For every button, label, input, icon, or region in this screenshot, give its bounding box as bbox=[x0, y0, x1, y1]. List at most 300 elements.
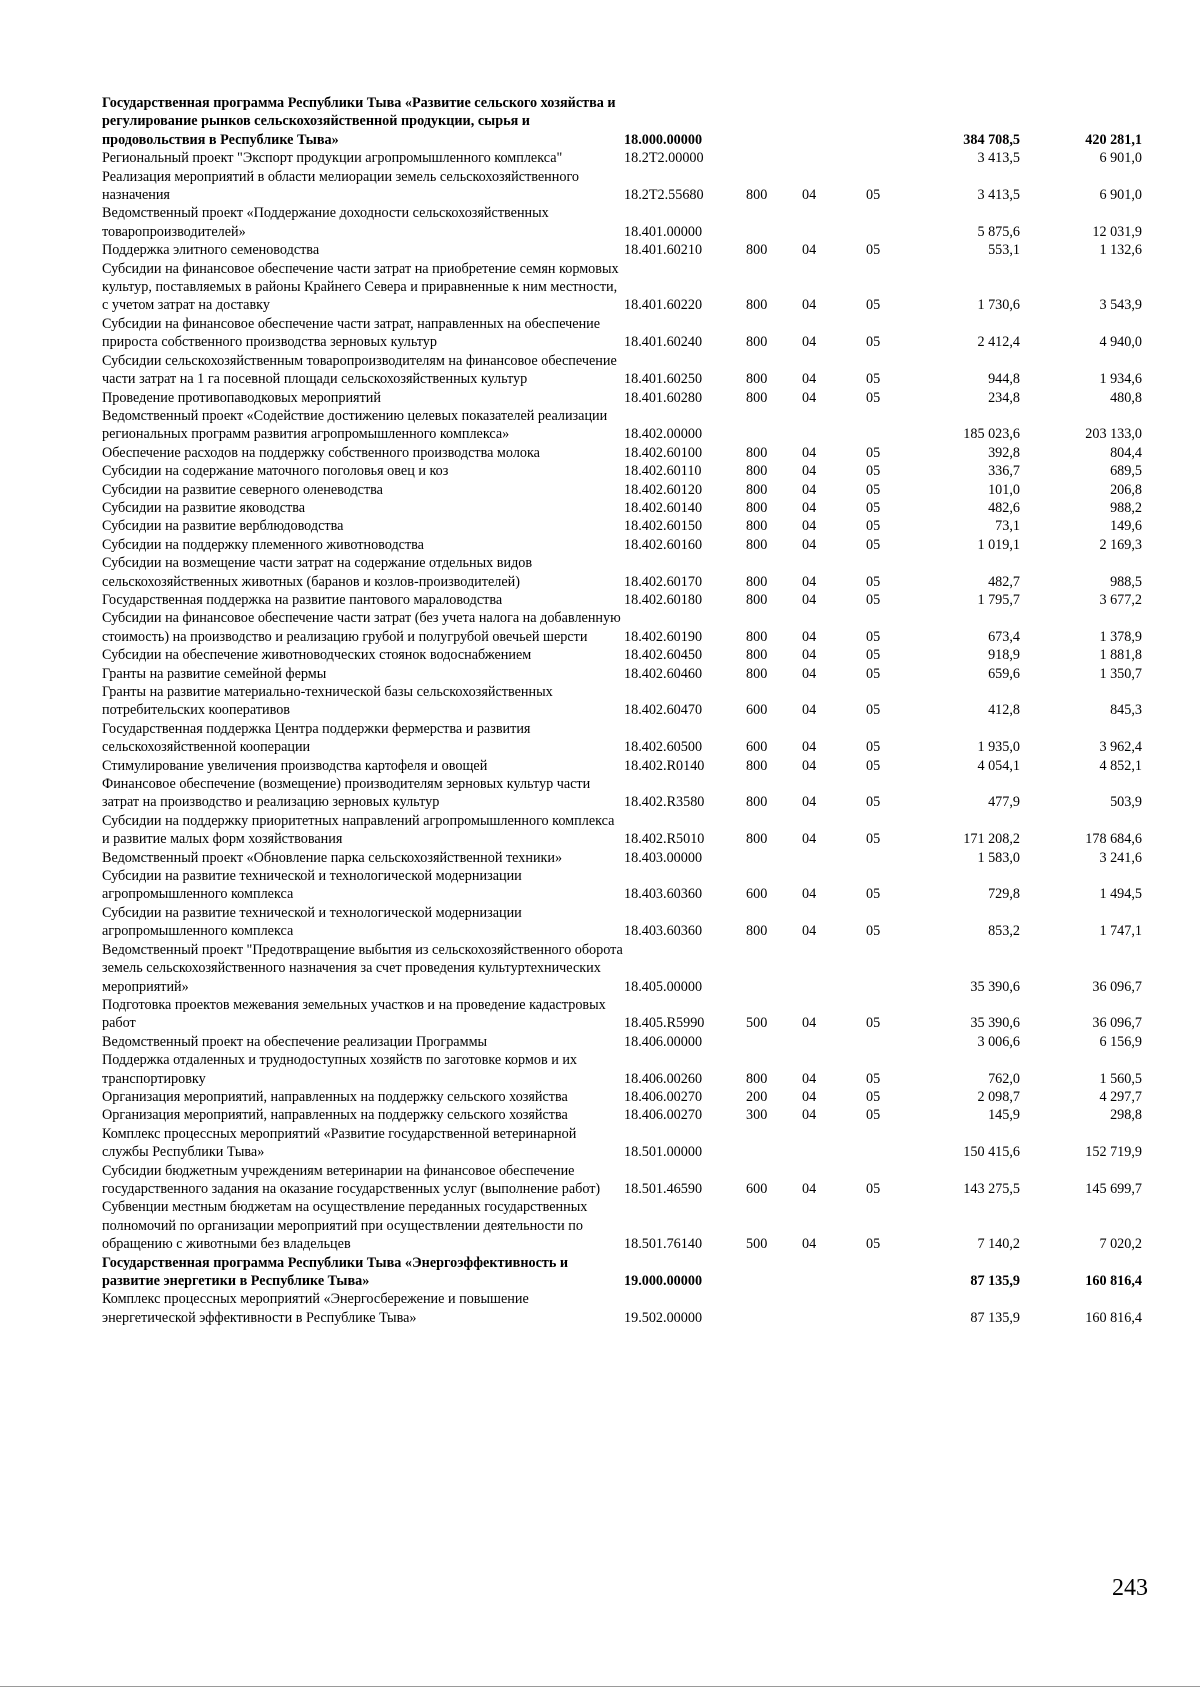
row-name: Ведомственный проект «Поддержание доходности сельскохозяйственных товаропроизводителей» bbox=[102, 205, 549, 240]
row-amount-year-1: 3 413,5 bbox=[977, 150, 1020, 167]
table-row bbox=[102, 683, 1142, 720]
row-target-article: 18.401.00000 bbox=[624, 223, 703, 240]
row-subsection: 05 bbox=[866, 647, 881, 664]
row-subsection bbox=[866, 849, 924, 867]
row-name: Организация мероприятий, направленных на поддержку сельского хозяйства bbox=[102, 1088, 568, 1105]
row-subsection: 05 bbox=[866, 923, 881, 940]
row-expense-type bbox=[746, 94, 802, 149]
row-section: 04 bbox=[802, 1088, 817, 1105]
row-expense-type: 800 bbox=[746, 665, 768, 682]
row-name: Субсидии бюджетным учреждениям ветеринарии на финансовое обеспечение государственного задания на оказание государственных услуг (выполнение работ) bbox=[102, 1162, 601, 1197]
row-target-article: 18.403.60360 bbox=[624, 886, 703, 903]
row-section bbox=[802, 941, 866, 996]
row-target-article: 18.402.R0140 bbox=[624, 757, 705, 774]
row-section bbox=[802, 94, 866, 149]
row-amount-year-2: 12 031,9 bbox=[1092, 223, 1142, 240]
row-name: Стимулирование увеличения производства картофеля и овощей bbox=[102, 757, 488, 774]
row-amount-year-2: 1 378,9 bbox=[1099, 628, 1142, 645]
row-amount-year-2: 149,6 bbox=[1110, 518, 1142, 535]
row-subsection: 05 bbox=[866, 242, 881, 259]
row-name: Субсидии на развитие технической и технологической модернизации агропромышленного комплекса bbox=[102, 904, 522, 940]
row-amount-year-1: 412,8 bbox=[988, 702, 1020, 719]
row-amount-year-1: 1 019,1 bbox=[977, 536, 1020, 553]
row-expense-type: 800 bbox=[746, 334, 768, 351]
row-amount-year-2: 1 747,1 bbox=[1099, 923, 1142, 940]
row-subsection: 05 bbox=[866, 481, 881, 498]
table-row bbox=[102, 1051, 1142, 1088]
row-amount-year-2: 36 096,7 bbox=[1092, 978, 1142, 995]
row-expense-type bbox=[746, 149, 802, 167]
row-expense-type: 800 bbox=[746, 831, 768, 848]
row-section bbox=[802, 1254, 866, 1291]
row-amount-year-2: 3 677,2 bbox=[1099, 591, 1142, 608]
row-name: Поддержка отдаленных и труднодоступных хозяйств по заготовке кормов и их транспортировку bbox=[102, 1052, 578, 1087]
row-name: Субсидии на финансовое обеспечение части затрат на приобретение семян кормовых культур, поставляемых в районы Крайнего Севера и приравненные к ним местности, с учетом затрат на доставку bbox=[102, 260, 619, 314]
row-subsection: 05 bbox=[866, 371, 881, 388]
row-name: Гранты на развитие материально-технической базы сельскохозяйственных потребительских кооперативов bbox=[102, 684, 553, 719]
row-section: 04 bbox=[802, 886, 817, 903]
row-amount-year-2: 6 901,0 bbox=[1099, 150, 1142, 167]
row-expense-type: 200 bbox=[746, 1088, 768, 1105]
row-target-article: 18.402.60170 bbox=[624, 573, 703, 590]
row-amount-year-2: 503,9 bbox=[1110, 794, 1142, 811]
row-section: 04 bbox=[802, 757, 817, 774]
budget-table bbox=[102, 94, 1142, 1327]
row-name: Обеспечение расходов на поддержку собственного производства молока bbox=[102, 444, 540, 461]
table-row bbox=[102, 609, 1142, 646]
row-expense-type: 800 bbox=[746, 481, 768, 498]
table-row bbox=[102, 996, 1142, 1033]
row-target-article: 18.2Т2.55680 bbox=[624, 187, 704, 204]
row-section bbox=[802, 407, 866, 444]
row-target-article: 18.406.00000 bbox=[624, 1033, 703, 1050]
row-section: 04 bbox=[802, 591, 817, 608]
row-name: Субсидии на развитие северного оленеводства bbox=[102, 481, 383, 498]
row-subsection: 05 bbox=[866, 591, 881, 608]
page-number: 243 bbox=[1112, 1575, 1148, 1601]
row-target-article: 18.402.60180 bbox=[624, 591, 703, 608]
row-section: 04 bbox=[802, 739, 817, 756]
row-amount-year-1: 3 413,5 bbox=[977, 187, 1020, 204]
row-amount-year-2: 298,8 bbox=[1110, 1107, 1142, 1124]
row-name: Ведомственный проект «Обновление парка сельскохозяйственной техники» bbox=[102, 849, 563, 866]
row-amount-year-2: 3 543,9 bbox=[1099, 297, 1142, 314]
row-subsection: 05 bbox=[866, 628, 881, 645]
row-subsection: 05 bbox=[866, 702, 881, 719]
table-row bbox=[102, 941, 1142, 996]
row-expense-type: 800 bbox=[746, 371, 768, 388]
row-amount-year-1: 477,9 bbox=[988, 794, 1020, 811]
row-target-article: 18.000.00000 bbox=[624, 131, 703, 148]
row-name: Ведомственный проект на обеспечение реализации Программы bbox=[102, 1033, 488, 1050]
row-subsection: 05 bbox=[866, 831, 881, 848]
row-amount-year-1: 384 708,5 bbox=[963, 131, 1020, 148]
row-amount-year-2: 4 940,0 bbox=[1099, 334, 1142, 351]
row-amount-year-2: 3 962,4 bbox=[1099, 739, 1142, 756]
row-amount-year-2: 845,3 bbox=[1110, 702, 1142, 719]
row-expense-type: 500 bbox=[746, 1015, 768, 1032]
table-row bbox=[102, 1088, 1142, 1106]
row-subsection bbox=[866, 94, 924, 149]
row-target-article: 18.401.60280 bbox=[624, 389, 703, 406]
row-subsection: 05 bbox=[866, 1180, 881, 1197]
row-amount-year-2: 420 281,1 bbox=[1085, 131, 1142, 148]
row-target-article: 18.402.60140 bbox=[624, 499, 703, 516]
table-row bbox=[102, 867, 1142, 904]
row-subsection: 05 bbox=[866, 518, 881, 535]
row-target-article: 18.501.76140 bbox=[624, 1236, 703, 1253]
table-row bbox=[102, 94, 1142, 149]
table-row bbox=[102, 1125, 1142, 1162]
table-row bbox=[102, 260, 1142, 315]
row-target-article: 18.405.R5990 bbox=[624, 1015, 705, 1032]
table-row bbox=[102, 1254, 1142, 1291]
row-subsection: 05 bbox=[866, 886, 881, 903]
row-expense-type bbox=[746, 941, 802, 996]
row-amount-year-1: 145,9 bbox=[988, 1107, 1020, 1124]
row-expense-type: 600 bbox=[746, 886, 768, 903]
row-section: 04 bbox=[802, 518, 817, 535]
row-section bbox=[802, 1290, 866, 1327]
row-expense-type: 500 bbox=[746, 1236, 768, 1253]
row-name: Субсидии на поддержку племенного животноводства bbox=[102, 536, 424, 553]
row-amount-year-2: 1 934,6 bbox=[1099, 371, 1142, 388]
row-amount-year-1: 2 098,7 bbox=[977, 1088, 1020, 1105]
row-name: Субсидии на возмещение части затрат на содержание отдельных видов сельскохозяйственных животных (баранов и козлов-производителей) bbox=[102, 555, 533, 590]
row-amount-year-2: 203 133,0 bbox=[1085, 426, 1142, 443]
row-amount-year-2: 145 699,7 bbox=[1085, 1180, 1142, 1197]
row-subsection: 05 bbox=[866, 794, 881, 811]
row-amount-year-2: 689,5 bbox=[1110, 463, 1142, 480]
row-expense-type: 300 bbox=[746, 1107, 768, 1124]
row-expense-type: 800 bbox=[746, 757, 768, 774]
row-section: 04 bbox=[802, 665, 817, 682]
row-expense-type: 800 bbox=[746, 187, 768, 204]
row-target-article: 18.402.60160 bbox=[624, 536, 703, 553]
table-row bbox=[102, 904, 1142, 941]
row-subsection: 05 bbox=[866, 1088, 881, 1105]
row-amount-year-1: 87 135,9 bbox=[970, 1273, 1020, 1289]
row-name: Субсидии на обеспечение животноводческих стоянок водоснабжением bbox=[102, 647, 532, 664]
table-row bbox=[102, 554, 1142, 591]
row-name: Субсидии на развитие яководства bbox=[102, 499, 306, 516]
row-amount-year-1: 1 583,0 bbox=[977, 849, 1020, 866]
row-section: 04 bbox=[802, 444, 817, 461]
row-target-article: 18.402.60120 bbox=[624, 481, 703, 498]
row-amount-year-2: 1 132,6 bbox=[1099, 242, 1142, 259]
row-section: 04 bbox=[802, 573, 817, 590]
row-amount-year-1: 944,8 bbox=[988, 371, 1020, 388]
row-target-article: 18.406.00270 bbox=[624, 1107, 703, 1124]
row-section bbox=[802, 204, 866, 241]
row-amount-year-2: 1 560,5 bbox=[1099, 1070, 1142, 1087]
row-name: Государственная программа Республики Тыва «Развитие сельского хозяйства и регулирование рынков сельскохозяйственной продукции, сырья и продовольствия в Республике Тыва» bbox=[102, 95, 616, 148]
row-expense-type: 800 bbox=[746, 536, 768, 553]
row-section: 04 bbox=[802, 242, 817, 259]
row-amount-year-2: 804,4 bbox=[1110, 444, 1142, 461]
row-name: Субсидии на поддержку приоритетных направлений агропромышленного комплекса и развитие малых форм хозяйствования bbox=[102, 812, 615, 848]
table-row bbox=[102, 315, 1142, 352]
row-amount-year-1: 7 140,2 bbox=[977, 1236, 1020, 1253]
row-section: 04 bbox=[802, 1236, 817, 1253]
row-section: 04 bbox=[802, 1180, 817, 1197]
row-amount-year-1: 673,4 bbox=[988, 628, 1020, 645]
row-subsection: 05 bbox=[866, 665, 881, 682]
row-subsection bbox=[866, 1125, 924, 1162]
row-name: Организация мероприятий, направленных на поддержку сельского хозяйства bbox=[102, 1107, 568, 1124]
row-amount-year-2: 6 901,0 bbox=[1099, 187, 1142, 204]
table-row bbox=[102, 149, 1142, 167]
row-subsection bbox=[866, 1033, 924, 1051]
row-target-article: 19.000.00000 bbox=[624, 1273, 703, 1289]
row-name: Ведомственный проект "Предотвращение выбытия из сельскохозяйственного оборота земель сельскохозяйственного назначения за счет проведения культуртехнических мероприятий» bbox=[102, 941, 623, 995]
row-subsection: 05 bbox=[866, 757, 881, 774]
row-subsection bbox=[866, 1254, 924, 1291]
row-name: Подготовка проектов межевания земельных участков и на проведение кадастровых работ bbox=[102, 996, 606, 1032]
row-expense-type: 800 bbox=[746, 573, 768, 590]
row-amount-year-1: 553,1 bbox=[988, 242, 1020, 259]
row-expense-type bbox=[746, 407, 802, 444]
row-amount-year-2: 2 169,3 bbox=[1099, 536, 1142, 553]
row-amount-year-2: 160 816,4 bbox=[1085, 1273, 1142, 1289]
row-amount-year-2: 160 816,4 bbox=[1085, 1309, 1142, 1326]
table-row bbox=[102, 1033, 1142, 1051]
row-amount-year-1: 853,2 bbox=[988, 923, 1020, 940]
row-expense-type: 800 bbox=[746, 444, 768, 461]
row-target-article: 18.501.00000 bbox=[624, 1144, 703, 1161]
table-row bbox=[102, 812, 1142, 849]
row-amount-year-1: 1 730,6 bbox=[977, 297, 1020, 314]
row-section: 04 bbox=[802, 702, 817, 719]
row-expense-type: 800 bbox=[746, 628, 768, 645]
row-expense-type: 600 bbox=[746, 702, 768, 719]
row-target-article: 18.402.60100 bbox=[624, 444, 703, 461]
row-amount-year-1: 234,8 bbox=[988, 389, 1020, 406]
row-name: Субсидии на финансовое обеспечение части затрат, направленных на обеспечение прироста собственного производства зерновых культур bbox=[102, 315, 601, 351]
table-row bbox=[102, 481, 1142, 499]
row-amount-year-1: 918,9 bbox=[988, 647, 1020, 664]
row-section bbox=[802, 149, 866, 167]
row-target-article: 18.406.00260 bbox=[624, 1070, 703, 1087]
row-subsection: 05 bbox=[866, 297, 881, 314]
row-target-article: 18.402.60150 bbox=[624, 518, 703, 535]
table-row bbox=[102, 241, 1142, 259]
row-subsection: 05 bbox=[866, 463, 881, 480]
row-target-article: 18.402.R5010 bbox=[624, 831, 705, 848]
row-expense-type bbox=[746, 204, 802, 241]
row-subsection: 05 bbox=[866, 1236, 881, 1253]
row-amount-year-1: 392,8 bbox=[988, 444, 1020, 461]
row-target-article: 18.402.60450 bbox=[624, 647, 703, 664]
row-section: 04 bbox=[802, 187, 817, 204]
row-section: 04 bbox=[802, 389, 817, 406]
table-row bbox=[102, 499, 1142, 517]
table-row bbox=[102, 462, 1142, 480]
row-section: 04 bbox=[802, 334, 817, 351]
row-name: Государственная поддержка Центра поддержки фермерства и развития сельскохозяйственной кооперации bbox=[102, 720, 531, 756]
row-amount-year-1: 87 135,9 bbox=[970, 1309, 1020, 1326]
row-subsection: 05 bbox=[866, 536, 881, 553]
row-section bbox=[802, 1125, 866, 1162]
row-amount-year-1: 150 415,6 bbox=[963, 1144, 1020, 1161]
row-name: Субсидии сельскохозяйственным товаропроизводителям на финансовое обеспечение части затрат на 1 га посевной площади сельскохозяйственных культур bbox=[102, 352, 617, 388]
row-target-article: 18.403.60360 bbox=[624, 923, 703, 940]
row-name: Поддержка элитного семеноводства bbox=[102, 242, 320, 259]
row-target-article: 18.402.60110 bbox=[624, 463, 702, 480]
row-amount-year-2: 152 719,9 bbox=[1085, 1144, 1142, 1161]
row-name: Проведение противопаводковых мероприятий bbox=[102, 389, 381, 406]
row-target-article: 18.402.R3580 bbox=[624, 794, 705, 811]
row-section bbox=[802, 849, 866, 867]
row-section: 04 bbox=[802, 1107, 817, 1124]
row-expense-type: 600 bbox=[746, 1180, 768, 1197]
row-subsection: 05 bbox=[866, 1015, 881, 1032]
row-amount-year-2: 988,5 bbox=[1110, 573, 1142, 590]
row-expense-type: 800 bbox=[746, 591, 768, 608]
row-target-article: 18.406.00270 bbox=[624, 1088, 703, 1105]
table-row bbox=[102, 536, 1142, 554]
row-section: 04 bbox=[802, 831, 817, 848]
row-name: Финансовое обеспечение (возмещение) производителям зерновых культур части затрат на производство и реализацию зерновых культур bbox=[102, 776, 591, 811]
row-amount-year-1: 729,8 bbox=[988, 886, 1020, 903]
row-section bbox=[802, 1033, 866, 1051]
row-expense-type: 800 bbox=[746, 794, 768, 811]
row-amount-year-2: 4 852,1 bbox=[1099, 757, 1142, 774]
row-subsection: 05 bbox=[866, 444, 881, 461]
row-expense-type: 800 bbox=[746, 463, 768, 480]
row-amount-year-1: 73,1 bbox=[995, 518, 1020, 535]
row-amount-year-1: 185 023,6 bbox=[963, 426, 1020, 443]
table-row bbox=[102, 720, 1142, 757]
row-amount-year-2: 178 684,6 bbox=[1085, 831, 1142, 848]
row-amount-year-1: 143 275,5 bbox=[963, 1180, 1020, 1197]
row-section: 04 bbox=[802, 371, 817, 388]
row-expense-type: 800 bbox=[746, 499, 768, 516]
row-target-article: 19.502.00000 bbox=[624, 1309, 703, 1326]
row-target-article: 18.405.00000 bbox=[624, 978, 703, 995]
row-name: Субсидии на развитие верблюдоводства bbox=[102, 518, 344, 535]
row-subsection bbox=[866, 407, 924, 444]
row-target-article: 18.403.00000 bbox=[624, 849, 703, 866]
row-amount-year-1: 762,0 bbox=[988, 1070, 1020, 1087]
row-amount-year-1: 1 935,0 bbox=[977, 739, 1020, 756]
row-amount-year-2: 6 156,9 bbox=[1099, 1033, 1142, 1050]
row-amount-year-1: 171 208,2 bbox=[963, 831, 1020, 848]
row-section: 04 bbox=[802, 1070, 817, 1087]
table-row bbox=[102, 1290, 1142, 1327]
row-section: 04 bbox=[802, 647, 817, 664]
table-row bbox=[102, 407, 1142, 444]
row-name: Субвенции местным бюджетам на осуществление переданных государственных полномочий по организации мероприятий при осуществлении деятельности по обращению с животными без владельцев bbox=[102, 1199, 588, 1253]
row-amount-year-1: 5 875,6 bbox=[977, 223, 1020, 240]
row-name: Субсидии на содержание маточного поголовья овец и коз bbox=[102, 463, 449, 480]
table-row bbox=[102, 517, 1142, 535]
table-row bbox=[102, 757, 1142, 775]
row-subsection bbox=[866, 1290, 924, 1327]
row-target-article: 18.401.60240 bbox=[624, 334, 703, 351]
row-expense-type bbox=[746, 1033, 802, 1051]
row-amount-year-2: 7 020,2 bbox=[1099, 1236, 1142, 1253]
row-amount-year-1: 35 390,6 bbox=[970, 1015, 1020, 1032]
row-target-article: 18.401.60210 bbox=[624, 242, 703, 259]
row-expense-type bbox=[746, 1254, 802, 1291]
row-amount-year-2: 988,2 bbox=[1110, 499, 1142, 516]
table-row bbox=[102, 775, 1142, 812]
row-target-article: 18.501.46590 bbox=[624, 1180, 703, 1197]
row-subsection: 05 bbox=[866, 1070, 881, 1087]
row-name: Реализация мероприятий в области мелиорации земель сельскохозяйственного назначения bbox=[102, 168, 580, 204]
row-amount-year-1: 2 412,4 bbox=[977, 334, 1020, 351]
table-row bbox=[102, 1162, 1142, 1199]
row-expense-type bbox=[746, 849, 802, 867]
row-name: Государственная поддержка на развитие пантового мараловодства bbox=[102, 591, 503, 608]
row-amount-year-2: 1 881,8 bbox=[1099, 647, 1142, 664]
row-name: Гранты на развитие семейной фермы bbox=[102, 665, 327, 682]
table-row bbox=[102, 168, 1142, 205]
row-section: 04 bbox=[802, 628, 817, 645]
table-row bbox=[102, 1106, 1142, 1124]
row-section: 04 bbox=[802, 923, 817, 940]
row-amount-year-1: 3 006,6 bbox=[977, 1033, 1020, 1050]
budget-table-body bbox=[102, 94, 1142, 1327]
table-row bbox=[102, 665, 1142, 683]
table-row bbox=[102, 204, 1142, 241]
row-amount-year-2: 1 350,7 bbox=[1099, 665, 1142, 682]
row-expense-type: 800 bbox=[746, 647, 768, 664]
row-amount-year-1: 659,6 bbox=[988, 665, 1020, 682]
row-subsection: 05 bbox=[866, 573, 881, 590]
row-section: 04 bbox=[802, 499, 817, 516]
row-amount-year-2: 1 494,5 bbox=[1099, 886, 1142, 903]
row-name: Региональный проект "Экспорт продукции агропромышленного комплекса" bbox=[102, 150, 563, 167]
row-expense-type: 800 bbox=[746, 297, 768, 314]
row-expense-type: 800 bbox=[746, 242, 768, 259]
row-target-article: 18.2Т2.00000 bbox=[624, 150, 704, 167]
row-section: 04 bbox=[802, 536, 817, 553]
row-expense-type: 800 bbox=[746, 1070, 768, 1087]
row-subsection: 05 bbox=[866, 739, 881, 756]
row-target-article: 18.402.60190 bbox=[624, 628, 703, 645]
row-amount-year-2: 3 241,6 bbox=[1099, 849, 1142, 866]
table-row bbox=[102, 389, 1142, 407]
row-target-article: 18.401.60250 bbox=[624, 371, 703, 388]
row-target-article: 18.402.60460 bbox=[624, 665, 703, 682]
row-amount-year-2: 4 297,7 bbox=[1099, 1088, 1142, 1105]
row-target-article: 18.402.00000 bbox=[624, 426, 703, 443]
row-subsection: 05 bbox=[866, 187, 881, 204]
table-row bbox=[102, 646, 1142, 664]
table-row bbox=[102, 591, 1142, 609]
row-name: Комплекс процессных мероприятий «Развитие государственной ветеринарной службы Республики Тыва» bbox=[102, 1125, 577, 1161]
scan-edge-line bbox=[0, 1686, 1200, 1687]
row-amount-year-1: 101,0 bbox=[988, 481, 1020, 498]
row-amount-year-1: 35 390,6 bbox=[970, 978, 1020, 995]
row-amount-year-2: 480,8 bbox=[1110, 389, 1142, 406]
table-row bbox=[102, 849, 1142, 867]
row-name: Комплекс процессных мероприятий «Энергосбережение и повышение энергетической эффективности в Республике Тыва» bbox=[102, 1291, 529, 1326]
row-expense-type: 800 bbox=[746, 518, 768, 535]
row-amount-year-2: 206,8 bbox=[1110, 481, 1142, 498]
row-subsection bbox=[866, 941, 924, 996]
row-target-article: 18.401.60220 bbox=[624, 297, 703, 314]
row-amount-year-1: 1 795,7 bbox=[977, 591, 1020, 608]
row-expense-type: 600 bbox=[746, 739, 768, 756]
row-target-article: 18.402.60500 bbox=[624, 739, 703, 756]
row-subsection bbox=[866, 149, 924, 167]
row-name: Государственная программа Республики Тыва «Энергоэффективность и развитие энергетики в Республике Тыва» bbox=[102, 1254, 569, 1289]
row-amount-year-1: 482,7 bbox=[988, 573, 1020, 590]
row-subsection: 05 bbox=[866, 499, 881, 516]
